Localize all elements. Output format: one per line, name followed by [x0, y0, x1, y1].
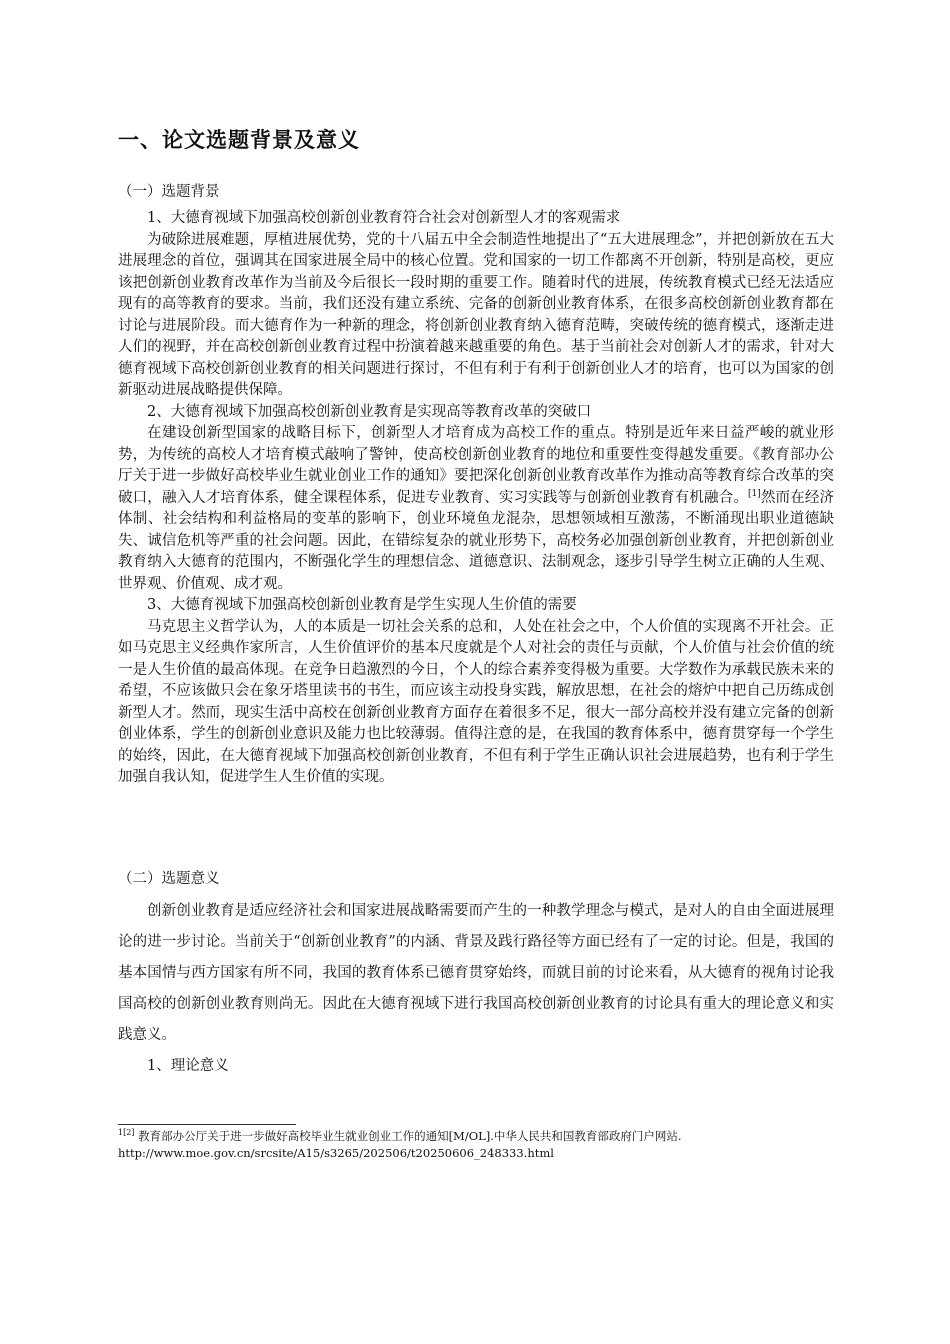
- section-title-significance: （二）选题意义: [118, 871, 220, 887]
- citation-ref[interactable]: [1]: [748, 488, 761, 499]
- footnote-marker: 1[2]: [118, 1128, 135, 1138]
- footnote-text: 教育部办公厅关于进一步做好高校毕业生就业创业工作的通知[M/OL].中华人民共和国教育部政府门户网站.: [138, 1129, 682, 1143]
- item3-paragraph: 马克思主义哲学认为，人的本质是一切社会关系的总和，人处在社会之中，个人价值的实现离不开社会。正如马克思主义经典作家所言，人生价值评价的基本尺度就是个人对社会的责任与贡献，个人价值与社会价值的统一是人生价值的最高体现。在竞争日趋激烈的今日，个人的综合素养变得极为重要。大学数作为承载民族未来的希望，不应该做只会在象牙塔里读书的书生，而应该主动投身实践，解放思想，在社会的熔炉中把自己历练成创新型人才。然而，现实生活中高校在创新创业教育方面存在着很多不足，很大一部分高校并没有建立完备的创新创业体系，学生的创新创业意识及能力也比较薄弱。值得注意的是，在我国的教育体系中，德育贯穿每一个学生的始终，因此，在大德育视域下加强高校创新创业教育，不但有利于学生正确认识社会进展趋势，也有利于学生加强自我认知，促进学生人生价值的实现。: [118, 618, 834, 785]
- significance-paragraph: 创新创业教育是适应经济社会和国家进展战略需要而产生的一种教学理念与模式，是对人的自由全面进展理论的进一步讨论。当前关于“创新创业教育”的内涵、背景及践行路径等方面已经有了一定的讨论。但是，我国的基本国情与西方国家有所不同，我国的教育体系已德育贯穿始终，而就目前的讨论来看，从大德育的视角讨论我国高校的创新创业教育则尚无。因此在大德育视域下进行我国高校创新创业教育的讨论具有重大的理论意义和实践意义。: [118, 903, 834, 1043]
- theory-significance-title: 1、理论意义: [147, 1058, 229, 1074]
- item2-text-a: 在建设创新型国家的战略目标下，创新型人才培育成为高校工作的重点。特别是近年来日益严峻的就业形势，为传统的高校人才培育模式敲响了警钟，使高校创新创业教育的地位和重要性变得越发重要。《教育部办公厅关于进一步做好高校毕业生就业创业工作的通知》要把深化创新创业教育改革作为推动高等教育综合改革的突破口，融入人才培育体系，健全课程体系，促进专业教育、实习实践等与创新创业教育有机融合。: [118, 425, 834, 506]
- item1-title: 1、大德育视域下加强高校创新创业教育符合社会对创新型人才的客观需求: [147, 210, 621, 226]
- item2-title: 2、大德育视域下加强高校创新创业教育是实现高等教育改革的突破口: [147, 403, 592, 420]
- item2-paragraph: [118, 423, 834, 595]
- significance-content: [118, 896, 834, 1082]
- item3-title: 3、大德育视域下加强高校创新创业教育是学生实现人生价值的需要: [147, 597, 577, 613]
- item2-text-b: 然而在经济体制、社会结构和利益格局的变革的影响下，创业环境鱼龙混杂，思想领域相互激荡，不断涌现出职业道德缺失、诚信危机等严重的社会问题。因此，在错综复杂的就业形势下，高校务必加强创新创业教育，并把创新创业教育纳入大德育的范围内，不断强化学生的理想信念、道德意识、法制观念，逐步引导学生树立正确的人生观、世界观、价值观、成才观。: [118, 489, 835, 592]
- footnote-url[interactable]: http://www.moe.gov.cn/srcsite/A15/s3265/202506/t20250606_248333.html: [118, 1146, 554, 1160]
- section-title-background: （一）选题背景: [118, 184, 220, 200]
- chapter-heading: 一、论文选题背景及意义: [118, 128, 360, 152]
- footnote: [118, 1128, 834, 1162]
- item1-paragraph: 为破除进展难题，厚植进展优势，党的十八届五中全会制造性地提出了“五大进展理念”，并把创新放在五大进展理念的首位，强调其在国家进展全局中的核心位置。党和国家的一切工作都离不开创新，特别是高校，更应该把创新创业教育改革作为当前及今后很长一段时期的重要工作。随着时代的进展，传统教育模式已经无法适应现有的高等教育的要求。当前，我们还没有建立系统、完备的创新创业教育体系，在很多高校创新创业教育都在讨论与进展阶段。而大德育作为一种新的理念，将创新创业教育纳入德育范畴，突破传统的德育模式，逐渐走进人们的视野，并在高校创新创业教育过程中扮演着越来越重要的角色。基于当前社会对创新人才的需求，针对大德育视域下高校创新创业教育的相关问题进行探讨，不但有利于有利于创新创业人才的培育，也可以为国家的创新驱动进展战略提供保障。: [118, 231, 834, 398]
- background-content: [118, 208, 834, 789]
- footnote-divider: [118, 1124, 296, 1125]
